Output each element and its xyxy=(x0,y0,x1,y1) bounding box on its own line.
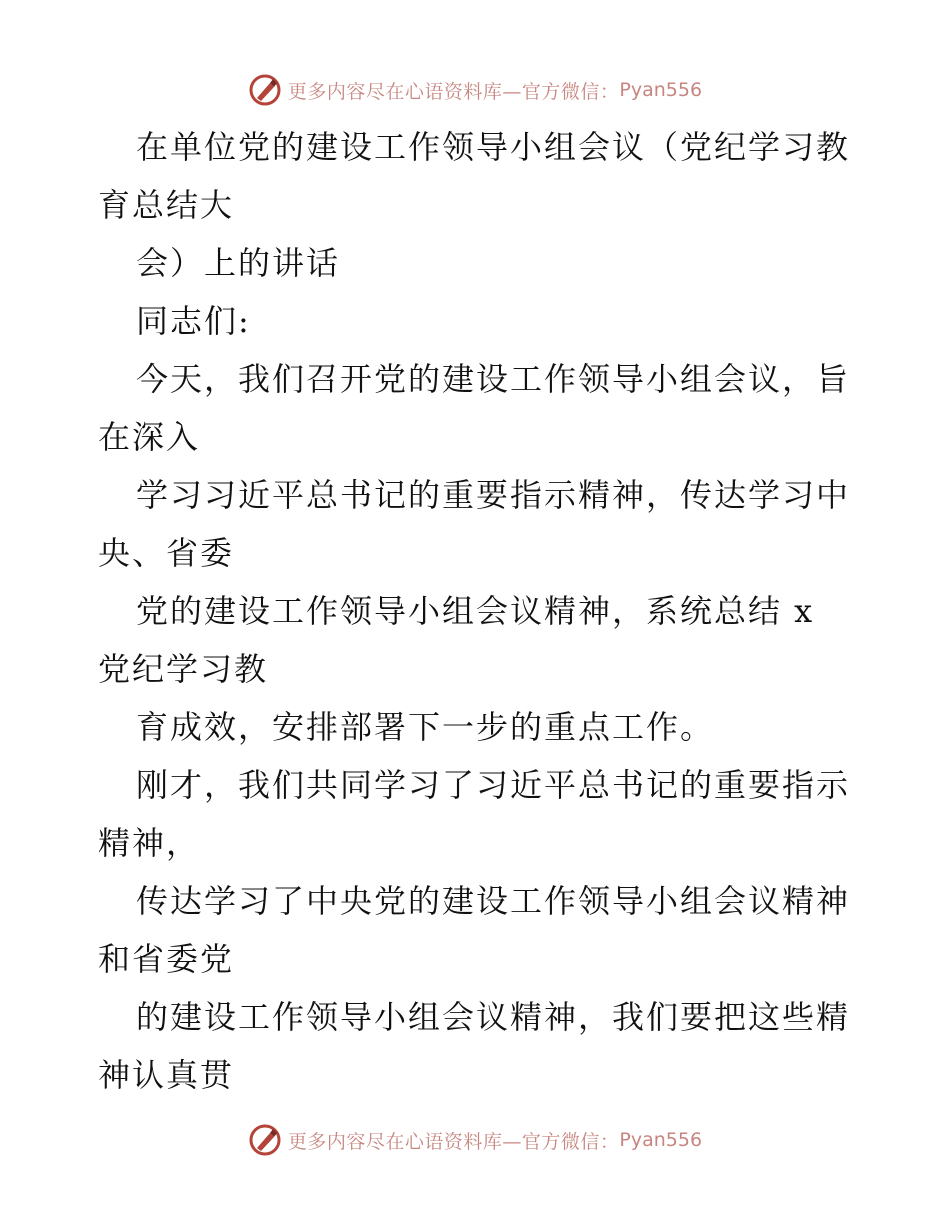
document-line: 和省委党 xyxy=(98,940,235,978)
document-line: 今天，我们召开党的建设工作领导小组会议，旨 xyxy=(136,360,851,398)
pen-logo-icon xyxy=(248,1123,282,1157)
document-line: 在深入 xyxy=(98,418,201,456)
document-line: 同志们: xyxy=(136,302,251,340)
document-line: 央、省委 xyxy=(98,534,235,572)
document-line: 会）上的讲话 xyxy=(136,244,341,282)
document-line: 党纪学习教 xyxy=(98,650,269,688)
document-line: 育成效，安排部署下一步的重点工作。 xyxy=(136,708,715,746)
watermark-footer xyxy=(0,1120,950,1160)
document-line: 在单位党的建设工作领导小组会议（党纪学习教 xyxy=(136,128,851,166)
watermark-wechat-id: Pyan556 xyxy=(619,79,703,101)
document-line: 党的建设工作领导小组会议精神，系统总结 x xyxy=(136,592,815,630)
document-line: 神认真贯 xyxy=(98,1056,235,1094)
watermark-text: 更多内容尽在心语资料库—官方微信： xyxy=(287,1130,620,1153)
pen-logo-icon xyxy=(248,73,282,107)
document-line: 育总结大 xyxy=(98,186,235,224)
watermark-header xyxy=(0,70,950,110)
document-line: 的建设工作领导小组会议精神，我们要把这些精 xyxy=(136,998,851,1036)
document-line: 精神， xyxy=(98,824,201,862)
watermark-wechat-id: Pyan556 xyxy=(619,1129,703,1151)
document-line: 传达学习了中央党的建设工作领导小组会议精神 xyxy=(136,882,851,920)
watermark-text: 更多内容尽在心语资料库—官方微信： xyxy=(287,80,620,103)
document-line: 学习习近平总书记的重要指示精神，传达学习中 xyxy=(136,476,851,514)
document-line: 刚才，我们共同学习了习近平总书记的重要指示 xyxy=(136,766,851,804)
document-body xyxy=(98,118,858,1104)
